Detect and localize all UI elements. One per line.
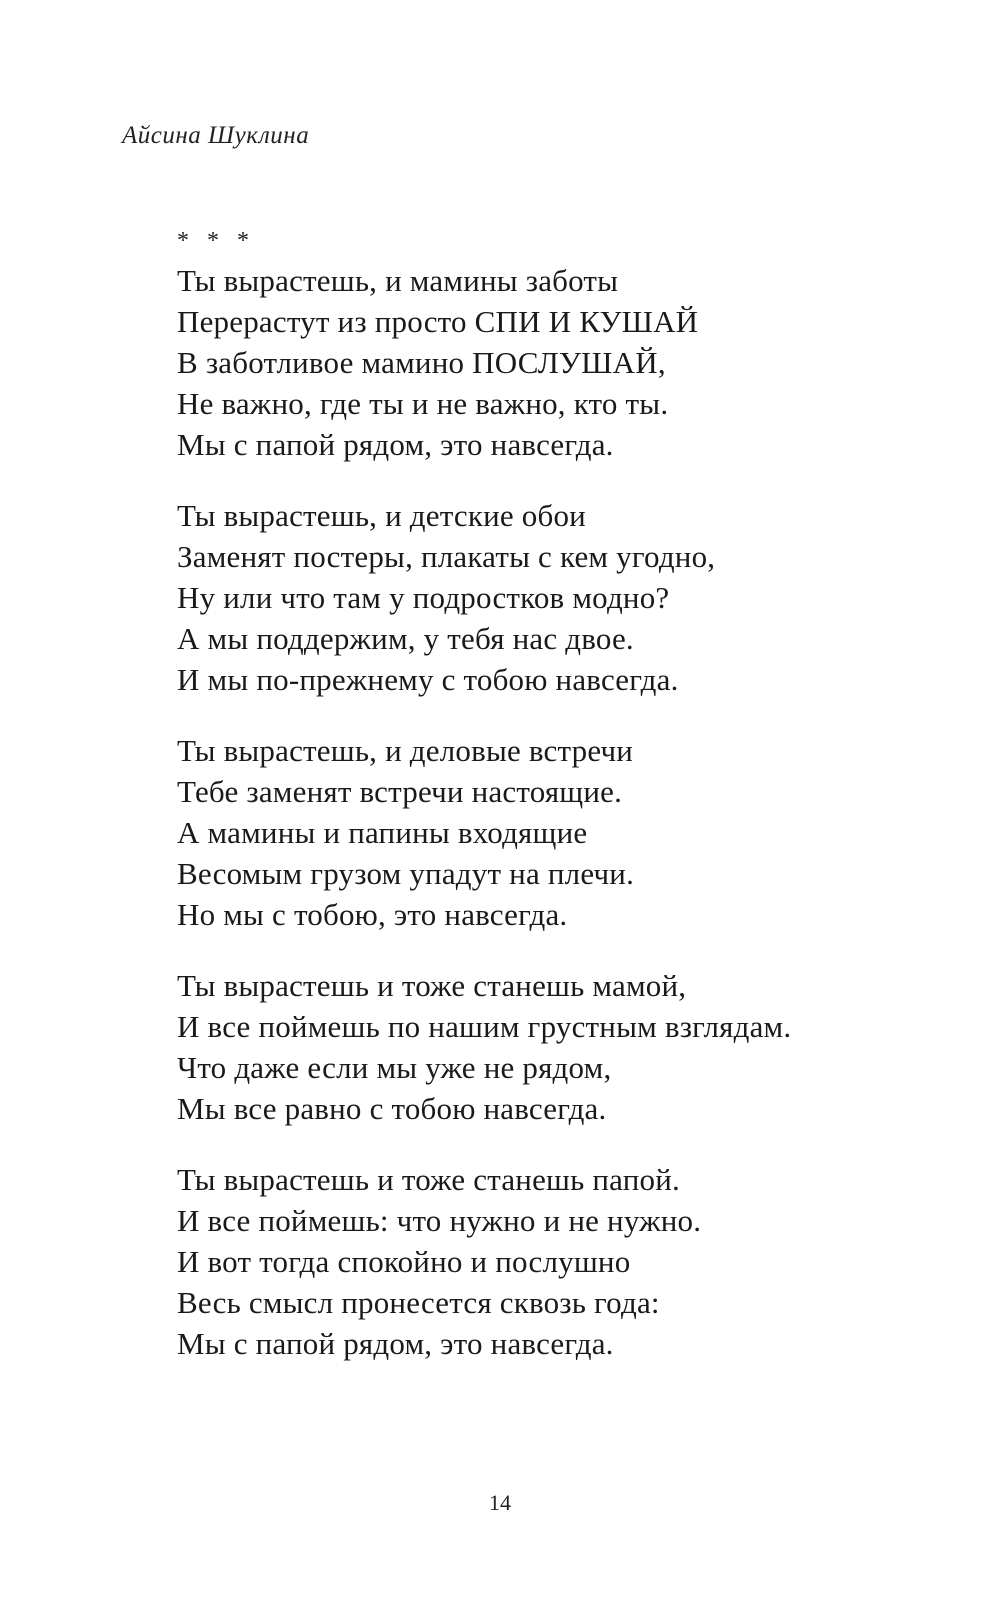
stanza-3 bbox=[177, 730, 937, 935]
stanza-5 bbox=[177, 1159, 937, 1364]
stanza-2 bbox=[177, 495, 937, 700]
poem-line: Перерастут из просто СПИ И КУШАЙ bbox=[177, 304, 699, 339]
poem-line: Мы с папой рядом, это навсегда. bbox=[177, 1326, 614, 1361]
poem-line: И все поймешь по нашим грустным взглядам. bbox=[177, 1009, 792, 1044]
poem-line: Не важно, где ты и не важно, кто ты. bbox=[177, 386, 669, 421]
poem-line: Ты вырастешь и тоже станешь папой. bbox=[177, 1162, 680, 1197]
poem-line: Ну или что там у подростков модно? bbox=[177, 580, 670, 615]
stanza-4 bbox=[177, 965, 937, 1129]
page-number: 14 bbox=[489, 1490, 511, 1515]
poem-separator: * * * bbox=[177, 228, 255, 254]
poem-line: Ты вырастешь, и детские обои bbox=[177, 498, 586, 533]
poem-line: Мы с папой рядом, это навсегда. bbox=[177, 427, 614, 462]
poem-line: Заменят постеры, плакаты с кем угодно, bbox=[177, 539, 716, 574]
poem-line: Но мы с тобою, это навсегда. bbox=[177, 897, 568, 932]
stanza-1 bbox=[177, 260, 937, 465]
poem-line: Тебе заменят встречи настоящие. bbox=[177, 774, 623, 809]
poem-line: А мы поддержим, у тебя нас двое. bbox=[177, 621, 634, 656]
poem-line: Ты вырастешь, и мамины заботы bbox=[177, 263, 619, 298]
poem-line: И вот тогда спокойно и послушно bbox=[177, 1244, 631, 1279]
poem-line: Весомым грузом упадут на плечи. bbox=[177, 856, 635, 891]
poem-line: И мы по-прежнему с тобою навсегда. bbox=[177, 662, 679, 697]
poem bbox=[177, 222, 937, 1394]
poem-line: Весь смысл пронесется сквозь года: bbox=[177, 1285, 660, 1320]
poem-line: А мамины и папины входящие bbox=[177, 815, 588, 850]
running-head-author: Айсина Шуклина bbox=[122, 122, 310, 149]
poem-line: Ты вырастешь, и деловые встречи bbox=[177, 733, 634, 768]
poem-line: В заботливое мамино ПОСЛУШАЙ, bbox=[177, 345, 666, 380]
poem-line: Ты вырастешь и тоже станешь мамой, bbox=[177, 968, 687, 1003]
poem-line: Что даже если мы уже не рядом, bbox=[177, 1050, 612, 1085]
poem-line: Мы все равно с тобою навсегда. bbox=[177, 1091, 607, 1126]
poem-line: И все поймешь: что нужно и не нужно. bbox=[177, 1203, 702, 1238]
